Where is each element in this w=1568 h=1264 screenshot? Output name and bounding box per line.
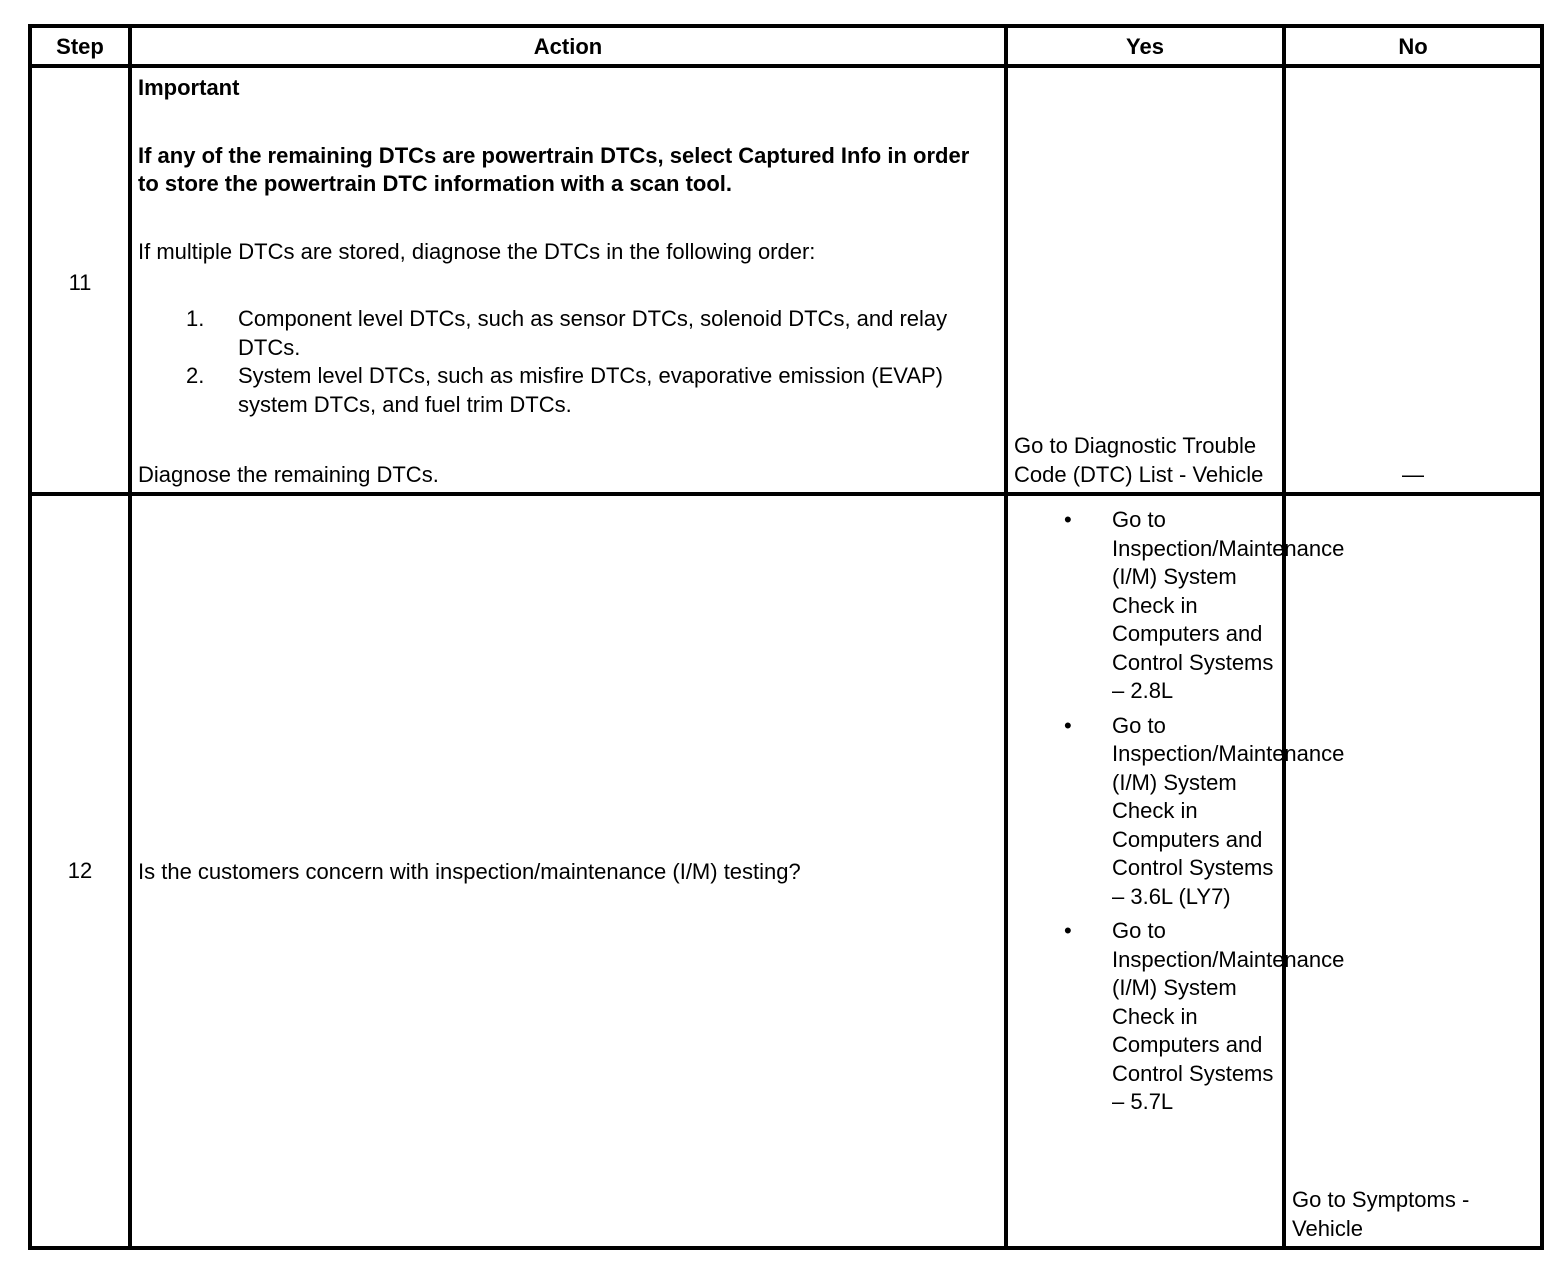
- list-item: [138, 305, 988, 362]
- row-11-action-cell: [128, 64, 1008, 496]
- list-item-text: System level DTCs, such as misfire DTCs, evaporative emission (EVAP) system DTCs, and fuel trim DTCs.: [238, 363, 943, 417]
- yes-link-2-8l[interactable]: Go to Inspection/Maintenance (I/M) System Check in Computers and Control Systems – 2.8L: [1112, 507, 1345, 703]
- important-text: If any of the remaining DTCs are powertrain DTCs, select Captured Info in order to store the powertrain DTC information with a scan tool.: [138, 142, 970, 196]
- bullet-icon: •: [1064, 918, 1072, 943]
- row-12-no-cell: [1282, 492, 1544, 1250]
- header-action: Action: [128, 24, 1008, 68]
- list-item: [138, 362, 988, 419]
- row-12-step-cell: [28, 492, 132, 1250]
- row-12-step-number: 12: [67, 858, 93, 883]
- yes-link-3-6l[interactable]: Go to Inspection/Maintenance (I/M) System Check in Computers and Control Systems – 3.6L (LY7): [1112, 712, 1345, 909]
- list-item: [1008, 712, 1345, 912]
- order-intro: If multiple DTCs are stored, diagnose the DTCs in the following order:: [138, 238, 816, 264]
- header-no: No: [1282, 24, 1544, 68]
- row-12-action-cell: [128, 492, 1008, 1250]
- list-item: [1008, 506, 1345, 706]
- list-item: [1008, 917, 1345, 1117]
- row-12-no-link[interactable]: Go to Symptoms - Vehicle: [1292, 1187, 1470, 1241]
- diagnostic-table: [28, 24, 1544, 1250]
- important-label: Important: [138, 75, 240, 100]
- row-11-step-number: 11: [68, 270, 92, 295]
- list-item-number: 1.: [186, 306, 205, 331]
- header-yes: Yes: [1004, 24, 1286, 68]
- yes-link-5-7l[interactable]: Go to Inspection/Maintenance (I/M) System Check in Computers and Control Systems – 5.7L: [1112, 918, 1345, 1114]
- dtc-order-list: [138, 305, 988, 419]
- row-12-action-question: Is the customers concern with inspection/maintenance (I/M) testing?: [138, 859, 801, 884]
- row-11-yes-link[interactable]: Go to Diagnostic Trouble Code (DTC) List - Vehicle: [1014, 433, 1264, 487]
- list-item-text: Component level DTCs, such as sensor DTCs, solenoid DTCs, and relay DTCs.: [238, 306, 948, 360]
- list-item-number: 2.: [186, 363, 205, 388]
- row-12-yes-cell: [1004, 492, 1345, 1250]
- row-11-yes-cell: [1004, 64, 1286, 496]
- row-11-no-value: —: [1402, 461, 1424, 487]
- row-11-step-cell: [28, 64, 132, 496]
- bullet-icon: •: [1064, 712, 1072, 738]
- action-final: Diagnose the remaining DTCs.: [138, 461, 439, 487]
- header-step: Step: [28, 24, 132, 68]
- row-11-no-cell: [1282, 64, 1544, 496]
- bullet-icon: •: [1064, 507, 1072, 532]
